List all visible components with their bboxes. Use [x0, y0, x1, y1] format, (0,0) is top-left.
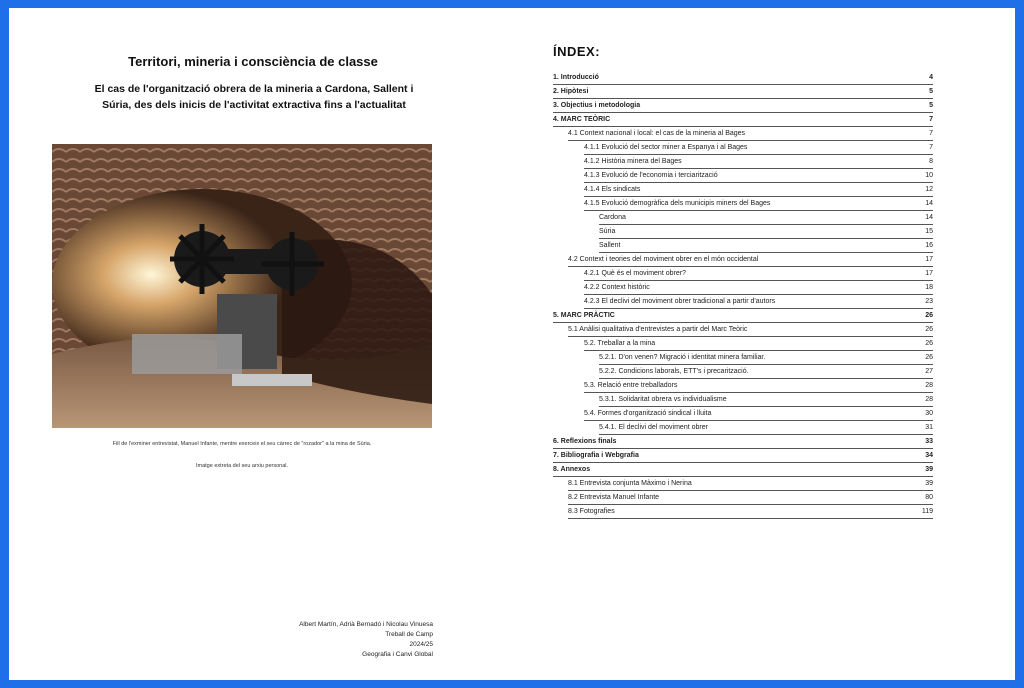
toc-entry-label: 4.1 Context nacional i local: el cas de la mineria al Bages — [568, 130, 746, 137]
toc-entry[interactable] — [553, 85, 933, 99]
toc-entry-page: 17 — [925, 270, 933, 277]
toc-entry-page: 16 — [925, 242, 933, 249]
course-name: Treball de Camp — [385, 631, 433, 638]
toc-entry-label: 4.1.5 Evolució demogràfica dels municipis miners del Bages — [584, 200, 771, 207]
toc-entry-page: 26 — [925, 326, 933, 333]
index-heading: ÍNDEX: — [553, 44, 601, 59]
toc-entry-page: 4 — [929, 74, 933, 81]
toc-entry-label: Sallent — [599, 242, 621, 249]
toc-entry[interactable] — [584, 295, 933, 309]
toc-entry[interactable] — [584, 169, 933, 183]
toc-entry-page: 14 — [925, 200, 933, 207]
toc-entry[interactable] — [584, 407, 933, 421]
toc-entry-label: 4.2.1 Què és el moviment obrer? — [584, 270, 686, 277]
toc-entry-label: 5.4. Formes d'organització sindical i lluita — [584, 410, 712, 417]
academic-year: 2024/25 — [409, 641, 433, 648]
toc-entry-page: 26 — [925, 312, 933, 319]
cover-subtitle-line2: Súria, des dels inicis de l'activitat extractiva fins a l'actualitat — [102, 99, 406, 111]
toc-entry-page: 7 — [929, 144, 933, 151]
index-page — [549, 8, 989, 680]
toc-entry-label: 4.2.2 Context històric — [584, 284, 650, 291]
toc-entry-label: 4.1.2 Història minera del Bages — [584, 158, 682, 165]
toc-entry-page: 23 — [925, 298, 933, 305]
toc-entry-page: 5 — [929, 88, 933, 95]
toc-entry-label: 5.2. Treballar a la mina — [584, 340, 656, 347]
toc-entry-page: 30 — [925, 410, 933, 417]
toc-entry-page: 14 — [925, 214, 933, 221]
toc-entry-page: 80 — [925, 494, 933, 501]
toc-entry[interactable] — [584, 281, 933, 295]
toc-entry-label: 8.2 Entrevista Manuel Infante — [568, 494, 660, 501]
degree-name: Geografia i Canvi Global — [362, 651, 433, 658]
toc-entry[interactable] — [568, 253, 933, 267]
toc-entry-page: 12 — [925, 186, 933, 193]
toc-entry[interactable] — [568, 505, 933, 519]
cover-subtitle — [47, 81, 461, 113]
toc-entry-page: 26 — [925, 354, 933, 361]
toc-entry-label: 4.1.3 Evolució de l'economia i terciarització — [584, 172, 718, 179]
cover-subtitle-line1: El cas de l'organització obrera de la mineria a Cardona, Sallent i — [94, 83, 414, 95]
toc-entry[interactable] — [584, 379, 933, 393]
credits-block — [213, 620, 433, 660]
toc-entry-label: Súria — [599, 228, 616, 235]
toc-entry-page: 17 — [925, 256, 933, 263]
toc-entry-label: 4. MARC TEÒRIC — [553, 116, 611, 123]
toc-entry-page: 39 — [925, 466, 933, 473]
toc-entry-label: 4.2.3 El declivi del moviment obrer tradicional a partir d'autors — [584, 298, 776, 305]
toc-entry-label: 5.3. Relació entre treballadors — [584, 382, 678, 389]
toc-entry-page: 33 — [925, 438, 933, 445]
toc-entry[interactable] — [553, 463, 933, 477]
toc-entry-label: 7. Bibliografia i Webgrafia — [553, 452, 639, 459]
toc-entry-label: 6. Reflexions finals — [553, 438, 617, 445]
toc-entry-label: 8. Annexos — [553, 466, 591, 473]
toc-entry[interactable] — [568, 127, 933, 141]
toc-entry-label: 5.4.1. El declivi del moviment obrer — [599, 424, 708, 431]
toc-entry-page: 8 — [929, 158, 933, 165]
toc-entry-page: 28 — [925, 396, 933, 403]
toc-entry[interactable] — [599, 365, 933, 379]
toc-entry[interactable] — [584, 155, 933, 169]
toc-entry-label: 5. MARC PRÀCTIC — [553, 312, 615, 319]
toc-entry[interactable] — [599, 239, 933, 253]
toc-entry-label: 3. Objectius i metodologia — [553, 102, 641, 109]
toc-entry[interactable] — [599, 421, 933, 435]
toc-entry[interactable] — [553, 309, 933, 323]
cover-title: Territori, mineria i consciència de classe — [128, 54, 378, 69]
toc-entry-page: 39 — [925, 480, 933, 487]
toc-entry-page: 7 — [929, 130, 933, 137]
toc-entry-page: 7 — [929, 116, 933, 123]
toc-entry-label: 8.3 Fotografies — [568, 508, 615, 515]
toc-entry-label: 5.2.2. Condicions laborals, ETT's i precarització. — [599, 368, 749, 375]
toc-entry-label: 4.1.4 Els sindicats — [584, 186, 641, 193]
toc-entry[interactable] — [584, 267, 933, 281]
toc-entry-page: 27 — [925, 368, 933, 375]
toc-entry[interactable] — [553, 71, 933, 85]
toc-entry[interactable] — [584, 337, 933, 351]
toc-entry-page: 26 — [925, 340, 933, 347]
toc-entry[interactable] — [584, 197, 933, 211]
toc-entry-page: 10 — [925, 172, 933, 179]
toc-entry-label: 2. Hipòtesi — [553, 88, 589, 95]
toc-entry[interactable] — [599, 211, 933, 225]
toc-entry-label: Cardona — [599, 214, 626, 221]
toc-entry-label: 5.3.1. Solidaritat obrera vs individualisme — [599, 396, 727, 403]
photo-source-note: Imatge extreta del seu arxiu personal. — [195, 463, 289, 469]
toc-entry-label: 1. Introducció — [553, 74, 599, 81]
toc-entry[interactable] — [599, 351, 933, 365]
toc-entry-page: 5 — [929, 102, 933, 109]
toc-entry-page: 31 — [925, 424, 933, 431]
toc-entry[interactable] — [553, 113, 933, 127]
toc-entry[interactable] — [599, 225, 933, 239]
toc-entry[interactable] — [599, 393, 933, 407]
document-spread — [9, 8, 1015, 680]
toc-entry[interactable] — [584, 141, 933, 155]
cover-page — [9, 8, 499, 680]
toc-entry-page: 119 — [921, 508, 933, 515]
toc-entry-page: 28 — [925, 382, 933, 389]
toc-entry[interactable] — [553, 99, 933, 113]
authors: Albert Martín, Adrià Bernadó i Nicolau Vinuesa — [299, 621, 433, 628]
toc-entry-label: 4.1.1 Evolució del sector miner a Espanya i al Bages — [584, 144, 748, 151]
toc-entry-page: 18 — [925, 284, 933, 291]
photo-caption: Fill de l'exminer entrevistat, Manuel Infante, mentre exerceix el seu càrrec de "rozador" a la mina de Súria. — [112, 441, 372, 447]
toc-entry[interactable] — [568, 323, 933, 337]
mine-tunnel-photo — [52, 144, 432, 428]
toc-entry[interactable] — [553, 435, 933, 449]
toc-entry-label: 5.2.1. D'on venen? Migració i identitat minera familiar. — [599, 354, 766, 361]
toc-entry[interactable] — [553, 449, 933, 463]
toc-entry-label: 8.1 Entrevista conjunta Màximo i Nerina — [568, 480, 692, 487]
toc-entry[interactable] — [568, 491, 933, 505]
toc-entry[interactable] — [568, 477, 933, 491]
toc-entry-page: 15 — [925, 228, 933, 235]
table-of-contents — [553, 71, 933, 519]
toc-entry-label: 4.2 Context i teories del moviment obrer en el món occidental — [568, 256, 759, 263]
toc-entry-page: 34 — [925, 452, 933, 459]
toc-entry[interactable] — [584, 183, 933, 197]
toc-entry-label: 5.1 Anàlisi qualitativa d'entrevistes a partir del Marc Teòric — [568, 326, 748, 333]
